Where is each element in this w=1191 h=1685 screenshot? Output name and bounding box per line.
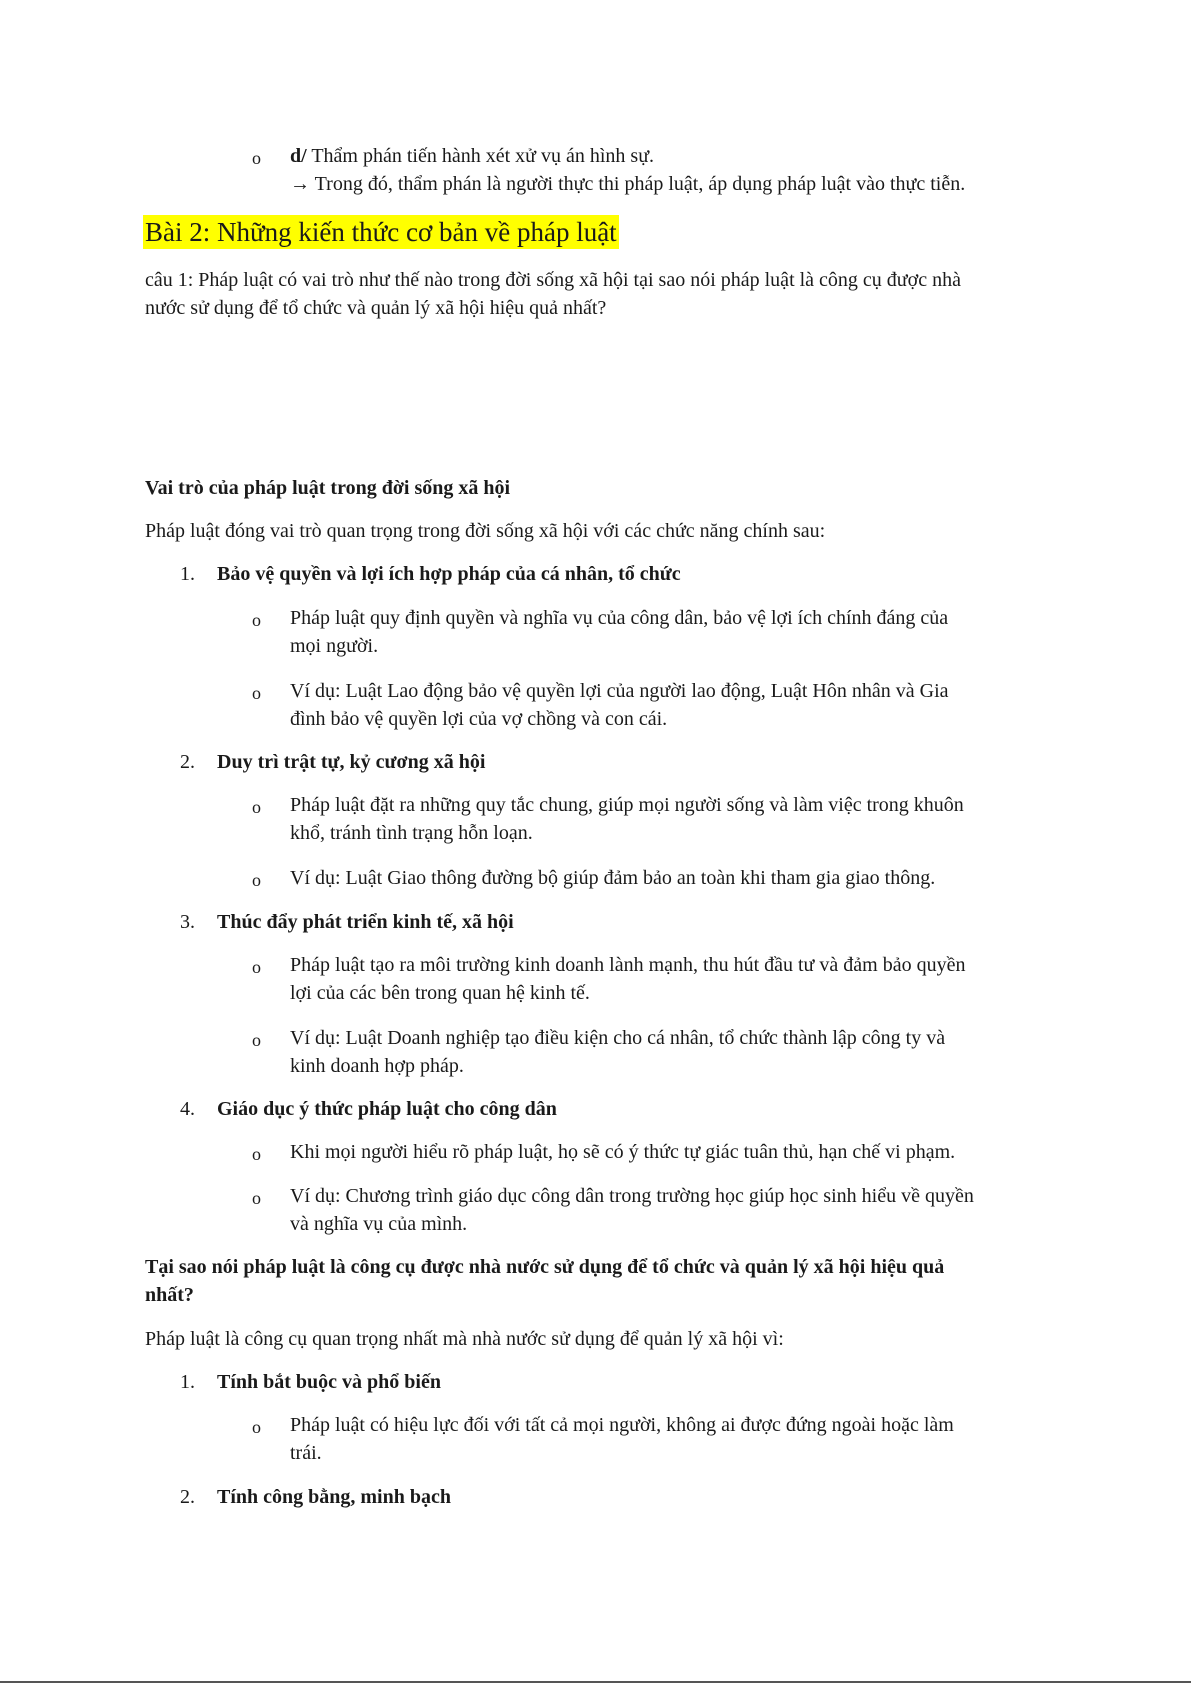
list-number: 2. (180, 1486, 195, 1508)
list-number: 3. (180, 911, 195, 933)
bullet-line: đình bảo vệ quyền lợi của vợ chồng và con cái. (290, 708, 668, 730)
prev-item-text: Thẩm phán tiến hành xét xử vụ án hình sự. (306, 145, 655, 167)
bullet-marker: o (252, 683, 261, 703)
bullet-marker: o (252, 870, 261, 890)
bullet-marker: o (252, 1144, 261, 1164)
section-title: Bài 2: Những kiến thức cơ bản về pháp luật (145, 217, 617, 247)
bullet-marker: o (252, 957, 261, 977)
prev-item-label: d/ (290, 145, 307, 167)
page-bottom-rule (0, 1681, 1191, 1683)
roles-heading: Vai trò của pháp luật trong đời sống xã hội (145, 477, 511, 499)
bullet-line: Khi mọi người hiểu rõ pháp luật, họ sẽ có ý thức tự giác tuân thủ, hạn chế vi phạm. (290, 1141, 956, 1163)
roles-intro: Pháp luật đóng vai trò quan trọng trong đời sống xã hội với các chức năng chính sau: (145, 520, 826, 542)
bullet-line: mọi người. (290, 635, 379, 657)
bullet-marker: o (252, 610, 261, 630)
prev-item-line (290, 142, 1090, 170)
question-line-1: câu 1: Pháp luật có vai trò như thế nào trong đời sống xã hội tại sao nói pháp luật là công cụ được nhà (145, 269, 961, 291)
bullet-marker: o (252, 148, 261, 168)
bullet-line: lợi của các bên trong quan hệ kinh tế. (290, 982, 590, 1004)
bullet-line: Pháp luật tạo ra môi trường kinh doanh lành mạnh, thu hút đầu tư và đảm bảo quyền (290, 954, 966, 976)
bullet-line: và nghĩa vụ của mình. (290, 1213, 468, 1235)
list-number: 4. (180, 1098, 195, 1120)
list-item-title: Duy trì trật tự, kỷ cương xã hội (217, 751, 486, 773)
bullet-marker: o (252, 1030, 261, 1050)
why-heading-line-1: Tại sao nói pháp luật là công cụ được nhà nước sử dụng để tổ chức và quản lý xã hội hiệu quả (145, 1256, 945, 1278)
bullet-line: Pháp luật có hiệu lực đối với tất cả mọi người, không ai được đứng ngoài hoặc làm (290, 1414, 954, 1436)
bullet-line: Pháp luật đặt ra những quy tắc chung, giúp mọi người sống và làm việc trong khuôn (290, 794, 964, 816)
why-heading-line-2: nhất? (145, 1284, 194, 1306)
bullet-line: Ví dụ: Luật Lao động bảo vệ quyền lợi của người lao động, Luật Hôn nhân và Gia (290, 680, 949, 702)
bullet-line: Ví dụ: Chương trình giáo dục công dân trong trường học giúp học sinh hiểu về quyền (290, 1185, 974, 1207)
list-item-title: Bảo vệ quyền và lợi ích hợp pháp của cá nhân, tổ chức (217, 563, 681, 585)
bullet-line: Pháp luật quy định quyền và nghĩa vụ của công dân, bảo vệ lợi ích chính đáng của (290, 607, 949, 629)
list-number: 2. (180, 751, 195, 773)
bullet-line: Ví dụ: Luật Doanh nghiệp tạo điều kiện cho cá nhân, tổ chức thành lập công ty và (290, 1027, 946, 1049)
list-item-title: Thúc đẩy phát triển kinh tế, xã hội (217, 911, 514, 933)
list-number: 1. (180, 1371, 195, 1393)
bullet-line: trái. (290, 1442, 322, 1464)
list-item-title: Giáo dục ý thức pháp luật cho công dân (217, 1098, 557, 1120)
bullet-marker: o (252, 1417, 261, 1437)
list-item-title: Tính công bằng, minh bạch (217, 1486, 451, 1508)
question-line-2: nước sử dụng để tổ chức và quản lý xã hội hiệu quả nhất? (145, 297, 607, 319)
list-item-title: Tính bắt buộc và phổ biến (217, 1371, 441, 1393)
why-intro: Pháp luật là công cụ quan trọng nhất mà nhà nước sử dụng để quản lý xã hội vì: (145, 1328, 784, 1350)
prev-item-arrow-line: → Trong đó, thẩm phán là người thực thi pháp luật, áp dụng pháp luật vào thực tiễn. (290, 173, 966, 195)
bullet-marker: o (252, 1188, 261, 1208)
bullet-line: khổ, tránh tình trạng hỗn loạn. (290, 822, 533, 844)
bullet-line: Ví dụ: Luật Giao thông đường bộ giúp đảm bảo an toàn khi tham gia giao thông. (290, 867, 936, 889)
bullet-line: kinh doanh hợp pháp. (290, 1055, 464, 1077)
list-number: 1. (180, 563, 195, 585)
bullet-marker: o (252, 797, 261, 817)
